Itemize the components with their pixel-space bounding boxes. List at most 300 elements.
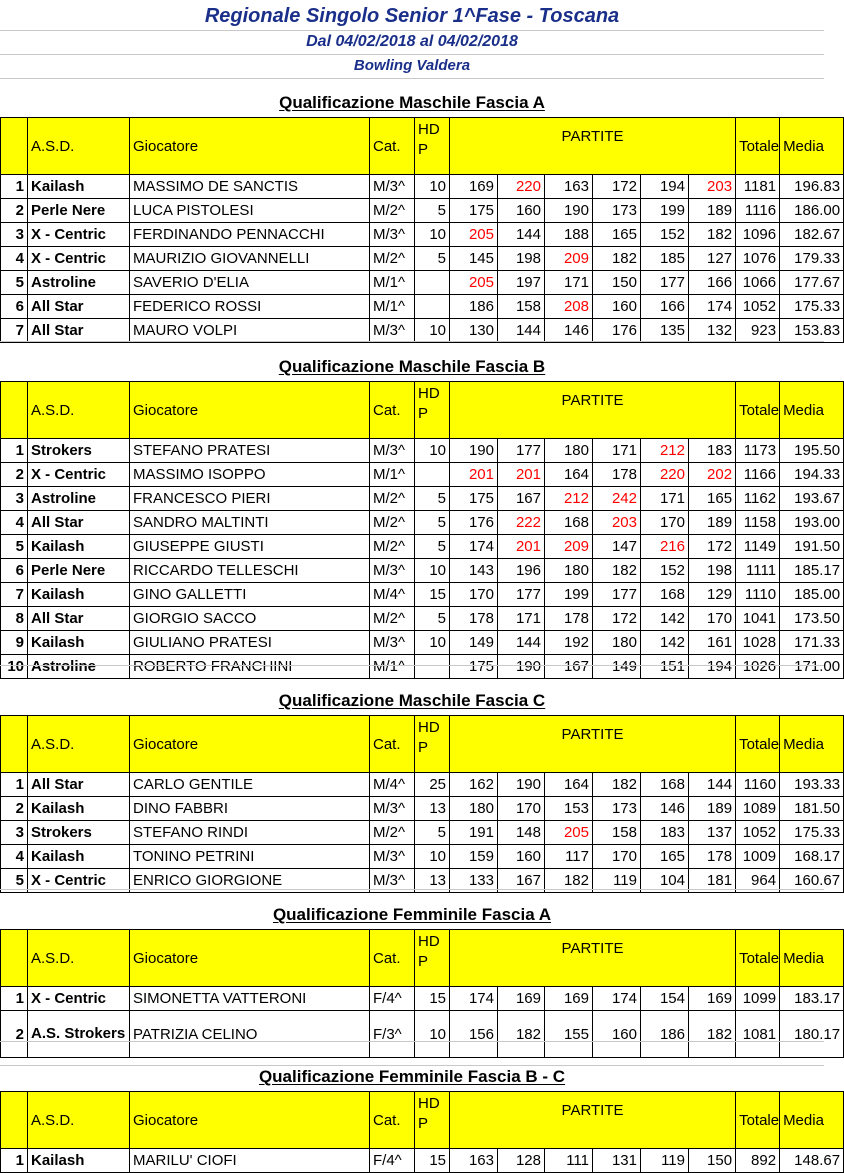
game-score-cell: 172 <box>689 535 736 559</box>
header-partite: PARTITE <box>450 382 736 439</box>
player-cell: GINO GALLETTI <box>130 583 370 607</box>
game-score-cell: 152 <box>641 223 689 247</box>
game-score-cell: 148 <box>498 821 545 845</box>
category-cell: F/3^ <box>370 1011 415 1058</box>
rank-cell: 2 <box>1 797 28 821</box>
total-cell: 892 <box>736 1149 780 1173</box>
hdp-cell: 10 <box>415 559 450 583</box>
hdp-cell: 10 <box>415 845 450 869</box>
game-score-cell: 144 <box>498 631 545 655</box>
game-score-cell: 177 <box>498 583 545 607</box>
club-cell: X - Centric <box>28 987 130 1011</box>
player-cell: SIMONETTA VATTERONI <box>130 987 370 1011</box>
table-row <box>1 535 844 559</box>
table-row <box>1 295 844 319</box>
game-score-cell: 192 <box>545 631 593 655</box>
game-score-cell: 167 <box>498 869 545 893</box>
game-score-cell: 182 <box>689 1011 736 1058</box>
results-table <box>0 929 844 1058</box>
grid-line <box>0 665 824 666</box>
game-score-cell: 189 <box>689 511 736 535</box>
average-cell: 180.17 <box>780 1011 844 1058</box>
club-cell: All Star <box>28 773 130 797</box>
game-score-cell: 172 <box>593 175 641 199</box>
total-cell: 1096 <box>736 223 780 247</box>
total-cell: 964 <box>736 869 780 893</box>
club-cell: Astroline <box>28 487 130 511</box>
header-media: Media <box>780 1092 844 1149</box>
club-cell: A.S. Strokers <box>28 1011 130 1058</box>
header-club: A.S.D. <box>28 382 130 439</box>
hdp-cell <box>415 655 450 679</box>
header-club: A.S.D. <box>28 930 130 987</box>
game-score-cell: 201 <box>450 463 498 487</box>
average-cell: 173.50 <box>780 607 844 631</box>
category-cell: M/2^ <box>370 487 415 511</box>
total-cell: 1026 <box>736 655 780 679</box>
average-cell: 193.00 <box>780 511 844 535</box>
header-media: Media <box>780 118 844 175</box>
game-score-cell: 145 <box>450 247 498 271</box>
rank-cell: 2 <box>1 1011 28 1058</box>
header-club: A.S.D. <box>28 716 130 773</box>
hdp-cell: 5 <box>415 607 450 631</box>
game-score-cell: 170 <box>689 607 736 631</box>
hdp-cell: 15 <box>415 987 450 1011</box>
game-score-cell: 168 <box>641 583 689 607</box>
total-cell: 1009 <box>736 845 780 869</box>
game-score-cell: 151 <box>641 655 689 679</box>
game-score-cell: 201 <box>498 463 545 487</box>
average-cell: 175.33 <box>780 295 844 319</box>
hdp-cell: 13 <box>415 797 450 821</box>
game-score-cell: 168 <box>545 511 593 535</box>
game-score-cell: 180 <box>450 797 498 821</box>
game-score-cell: 175 <box>450 655 498 679</box>
game-score-cell: 180 <box>593 631 641 655</box>
game-score-cell: 119 <box>593 869 641 893</box>
total-cell: 1166 <box>736 463 780 487</box>
game-score-cell: 197 <box>498 271 545 295</box>
game-score-cell: 169 <box>545 987 593 1011</box>
hdp-cell: 10 <box>415 223 450 247</box>
category-cell: M/1^ <box>370 295 415 319</box>
club-cell: Astroline <box>28 655 130 679</box>
game-score-cell: 212 <box>641 439 689 463</box>
average-cell: 175.33 <box>780 821 844 845</box>
game-score-cell: 144 <box>689 773 736 797</box>
player-cell: SAVERIO D'ELIA <box>130 271 370 295</box>
header-rank-cell <box>1 382 28 439</box>
player-cell: GIULIANO PRATESI <box>130 631 370 655</box>
category-cell: M/3^ <box>370 631 415 655</box>
total-cell: 1110 <box>736 583 780 607</box>
category-cell: M/3^ <box>370 869 415 893</box>
game-score-cell: 208 <box>545 295 593 319</box>
game-score-cell: 180 <box>545 439 593 463</box>
average-cell: 171.00 <box>780 655 844 679</box>
category-cell: M/2^ <box>370 821 415 845</box>
game-score-cell: 159 <box>450 845 498 869</box>
game-score-cell: 146 <box>545 319 593 343</box>
game-score-cell: 198 <box>689 559 736 583</box>
header-partite: PARTITE <box>450 118 736 175</box>
game-score-cell: 180 <box>545 559 593 583</box>
game-score-cell: 190 <box>450 439 498 463</box>
game-score-cell: 174 <box>689 295 736 319</box>
game-score-cell: 178 <box>593 463 641 487</box>
club-cell: X - Centric <box>28 223 130 247</box>
rank-cell: 4 <box>1 247 28 271</box>
game-score-cell: 154 <box>641 987 689 1011</box>
game-score-cell: 144 <box>498 319 545 343</box>
game-score-cell: 169 <box>498 987 545 1011</box>
game-score-cell: 167 <box>498 487 545 511</box>
game-score-cell: 205 <box>450 223 498 247</box>
game-score-cell: 198 <box>498 247 545 271</box>
game-score-cell: 167 <box>545 655 593 679</box>
rank-cell: 2 <box>1 463 28 487</box>
club-cell: All Star <box>28 511 130 535</box>
game-score-cell: 129 <box>689 583 736 607</box>
results-table <box>0 381 844 679</box>
game-score-cell: 188 <box>545 223 593 247</box>
header-media: Media <box>780 930 844 987</box>
table-row <box>1 797 844 821</box>
player-cell: MAURO VOLPI <box>130 319 370 343</box>
game-score-cell: 189 <box>689 797 736 821</box>
average-cell: 171.33 <box>780 631 844 655</box>
category-cell: M/4^ <box>370 583 415 607</box>
game-score-cell: 181 <box>689 869 736 893</box>
game-score-cell: 199 <box>641 199 689 223</box>
rank-cell: 9 <box>1 631 28 655</box>
category-cell: F/4^ <box>370 1149 415 1173</box>
game-score-cell: 182 <box>593 773 641 797</box>
section-title: Qualificazione Maschile Fascia A <box>279 93 545 112</box>
header-partite: PARTITE <box>450 716 736 773</box>
rank-cell: 1 <box>1 1149 28 1173</box>
club-cell: Kailash <box>28 175 130 199</box>
rank-cell: 3 <box>1 487 28 511</box>
hdp-cell <box>415 463 450 487</box>
rank-cell: 1 <box>1 987 28 1011</box>
header-totale: Totale <box>736 930 780 987</box>
game-score-cell: 191 <box>450 821 498 845</box>
game-score-cell: 178 <box>450 607 498 631</box>
game-score-cell: 170 <box>641 511 689 535</box>
game-score-cell: 177 <box>593 583 641 607</box>
header-rank-cell <box>1 930 28 987</box>
game-score-cell: 144 <box>498 223 545 247</box>
game-score-cell: 155 <box>545 1011 593 1058</box>
club-cell: All Star <box>28 319 130 343</box>
game-score-cell: 205 <box>450 271 498 295</box>
average-cell: 193.67 <box>780 487 844 511</box>
table-row <box>1 175 844 199</box>
date-range: Dal 04/02/2018 al 04/02/2018 <box>306 33 518 50</box>
game-score-cell: 173 <box>593 797 641 821</box>
hdp-cell <box>415 271 450 295</box>
header-hdp: HD P <box>415 930 450 987</box>
table-row <box>1 559 844 583</box>
game-score-cell: 166 <box>689 271 736 295</box>
header-rank-cell <box>1 716 28 773</box>
rank-cell: 10 <box>1 655 28 679</box>
player-cell: SANDRO MALTINTI <box>130 511 370 535</box>
section-title: Qualificazione Maschile Fascia B <box>278 357 546 376</box>
game-score-cell: 190 <box>545 199 593 223</box>
game-score-cell: 205 <box>545 821 593 845</box>
game-score-cell: 174 <box>450 987 498 1011</box>
game-score-cell: 196 <box>498 559 545 583</box>
table-row <box>1 199 844 223</box>
header-player: Giocatore <box>130 118 370 175</box>
game-score-cell: 117 <box>545 845 593 869</box>
player-cell: TONINO PETRINI <box>130 845 370 869</box>
category-cell: M/2^ <box>370 535 415 559</box>
game-score-cell: 170 <box>593 845 641 869</box>
game-score-cell: 170 <box>450 583 498 607</box>
game-score-cell: 135 <box>641 319 689 343</box>
header-totale: Totale <box>736 1092 780 1149</box>
player-cell: MASSIMO DE SANCTIS <box>130 175 370 199</box>
game-score-cell: 156 <box>450 1011 498 1058</box>
club-cell: Astroline <box>28 271 130 295</box>
player-cell: ROBERTO FRANCHINI <box>130 655 370 679</box>
club-cell: Strokers <box>28 439 130 463</box>
game-score-cell: 186 <box>450 295 498 319</box>
category-cell: M/1^ <box>370 463 415 487</box>
game-score-cell: 171 <box>545 271 593 295</box>
header-totale: Totale <box>736 382 780 439</box>
average-cell: 160.67 <box>780 869 844 893</box>
header-rank-cell <box>1 1092 28 1149</box>
average-cell: 191.50 <box>780 535 844 559</box>
game-score-cell: 183 <box>689 439 736 463</box>
game-score-cell: 160 <box>593 1011 641 1058</box>
category-cell: M/4^ <box>370 773 415 797</box>
total-cell: 1081 <box>736 1011 780 1058</box>
category-cell: M/2^ <box>370 607 415 631</box>
game-score-cell: 170 <box>498 797 545 821</box>
average-cell: 193.33 <box>780 773 844 797</box>
club-cell: All Star <box>28 607 130 631</box>
game-score-cell: 194 <box>641 175 689 199</box>
game-score-cell: 174 <box>450 535 498 559</box>
player-cell: FEDERICO ROSSI <box>130 295 370 319</box>
player-cell: FERDINANDO PENNACCHI <box>130 223 370 247</box>
game-score-cell: 131 <box>593 1149 641 1173</box>
game-score-cell: 104 <box>641 869 689 893</box>
game-score-cell: 119 <box>641 1149 689 1173</box>
table-row <box>1 1011 844 1058</box>
club-cell: X - Centric <box>28 463 130 487</box>
average-cell: 183.17 <box>780 987 844 1011</box>
game-score-cell: 149 <box>450 631 498 655</box>
total-cell: 1052 <box>736 295 780 319</box>
game-score-cell: 220 <box>498 175 545 199</box>
table-row <box>1 583 844 607</box>
game-score-cell: 164 <box>545 463 593 487</box>
total-cell: 1116 <box>736 199 780 223</box>
rank-cell: 3 <box>1 821 28 845</box>
game-score-cell: 127 <box>689 247 736 271</box>
game-score-cell: 150 <box>593 271 641 295</box>
grid-line <box>0 341 824 342</box>
table-header-row <box>1 1092 844 1149</box>
total-cell: 1028 <box>736 631 780 655</box>
table-row <box>1 655 844 679</box>
player-cell: FRANCESCO PIERI <box>130 487 370 511</box>
total-cell: 923 <box>736 319 780 343</box>
club-cell: Kailash <box>28 535 130 559</box>
header-player: Giocatore <box>130 382 370 439</box>
average-cell: 195.50 <box>780 439 844 463</box>
game-score-cell: 143 <box>450 559 498 583</box>
game-score-cell: 199 <box>545 583 593 607</box>
club-cell: Kailash <box>28 797 130 821</box>
game-score-cell: 161 <box>689 631 736 655</box>
category-cell: M/1^ <box>370 655 415 679</box>
rank-cell: 7 <box>1 583 28 607</box>
total-cell: 1111 <box>736 559 780 583</box>
average-cell: 179.33 <box>780 247 844 271</box>
category-cell: F/4^ <box>370 987 415 1011</box>
page-title: Regionale Singolo Senior 1^Fase - Toscana <box>204 5 620 27</box>
club-cell: Perle Nere <box>28 199 130 223</box>
game-score-cell: 128 <box>498 1149 545 1173</box>
game-score-cell: 242 <box>593 487 641 511</box>
rank-cell: 5 <box>1 869 28 893</box>
game-score-cell: 166 <box>641 295 689 319</box>
player-cell: STEFANO RINDI <box>130 821 370 845</box>
rank-cell: 2 <box>1 199 28 223</box>
game-score-cell: 177 <box>641 271 689 295</box>
game-score-cell: 171 <box>593 439 641 463</box>
game-score-cell: 203 <box>689 175 736 199</box>
table-row <box>1 223 844 247</box>
hdp-cell: 5 <box>415 487 450 511</box>
game-score-cell: 152 <box>641 559 689 583</box>
header-cat: Cat. <box>370 930 415 987</box>
game-score-cell: 160 <box>498 845 545 869</box>
player-cell: CARLO GENTILE <box>130 773 370 797</box>
game-score-cell: 183 <box>641 821 689 845</box>
table-row <box>1 463 844 487</box>
game-score-cell: 212 <box>545 487 593 511</box>
game-score-cell: 160 <box>593 295 641 319</box>
header-hdp: HD P <box>415 382 450 439</box>
category-cell: M/3^ <box>370 223 415 247</box>
header-player: Giocatore <box>130 930 370 987</box>
header-club: A.S.D. <box>28 118 130 175</box>
hdp-cell: 15 <box>415 1149 450 1173</box>
total-cell: 1181 <box>736 175 780 199</box>
hdp-cell: 5 <box>415 511 450 535</box>
game-score-cell: 158 <box>593 821 641 845</box>
total-cell: 1099 <box>736 987 780 1011</box>
game-score-cell: 132 <box>689 319 736 343</box>
game-score-cell: 137 <box>689 821 736 845</box>
game-score-cell: 169 <box>689 987 736 1011</box>
header-rank-cell <box>1 118 28 175</box>
table-row <box>1 845 844 869</box>
total-cell: 1158 <box>736 511 780 535</box>
header-cat: Cat. <box>370 118 415 175</box>
total-cell: 1041 <box>736 607 780 631</box>
total-cell: 1052 <box>736 821 780 845</box>
game-score-cell: 160 <box>498 199 545 223</box>
results-table <box>0 117 844 343</box>
grid-line <box>0 1041 824 1042</box>
table-row <box>1 439 844 463</box>
game-score-cell: 174 <box>593 987 641 1011</box>
total-cell: 1149 <box>736 535 780 559</box>
game-score-cell: 165 <box>641 845 689 869</box>
player-cell: ENRICO GIORGIONE <box>130 869 370 893</box>
rank-cell: 8 <box>1 607 28 631</box>
table-header-row <box>1 382 844 439</box>
game-score-cell: 176 <box>593 319 641 343</box>
game-score-cell: 162 <box>450 773 498 797</box>
game-score-cell: 130 <box>450 319 498 343</box>
club-cell: Strokers <box>28 821 130 845</box>
game-score-cell: 182 <box>689 223 736 247</box>
header-hdp: HD P <box>415 716 450 773</box>
game-score-cell: 163 <box>450 1149 498 1173</box>
game-score-cell: 178 <box>545 607 593 631</box>
club-cell: Perle Nere <box>28 559 130 583</box>
game-score-cell: 182 <box>593 559 641 583</box>
table-header-row <box>1 716 844 773</box>
game-score-cell: 168 <box>641 773 689 797</box>
game-score-cell: 186 <box>641 1011 689 1058</box>
table-row <box>1 1149 844 1173</box>
header-hdp: HD P <box>415 1092 450 1149</box>
game-score-cell: 222 <box>498 511 545 535</box>
table-row <box>1 821 844 845</box>
player-cell: MARILU' CIOFI <box>130 1149 370 1173</box>
table-header-row <box>1 118 844 175</box>
total-cell: 1160 <box>736 773 780 797</box>
game-score-cell: 176 <box>450 511 498 535</box>
game-score-cell: 209 <box>545 247 593 271</box>
game-score-cell: 189 <box>689 199 736 223</box>
total-cell: 1066 <box>736 271 780 295</box>
rank-cell: 4 <box>1 511 28 535</box>
hdp-cell: 10 <box>415 631 450 655</box>
table-row <box>1 319 844 343</box>
category-cell: M/2^ <box>370 511 415 535</box>
club-cell: All Star <box>28 295 130 319</box>
grid-line <box>0 1065 824 1066</box>
header-totale: Totale <box>736 118 780 175</box>
venue: Bowling Valdera <box>353 57 471 74</box>
average-cell: 153.83 <box>780 319 844 343</box>
hdp-cell: 5 <box>415 535 450 559</box>
hdp-cell: 25 <box>415 773 450 797</box>
game-score-cell: 133 <box>450 869 498 893</box>
player-cell: PATRIZIA CELINO <box>130 1011 370 1058</box>
header-totale: Totale <box>736 716 780 773</box>
game-score-cell: 185 <box>641 247 689 271</box>
game-score-cell: 194 <box>689 655 736 679</box>
player-cell: GIUSEPPE GIUSTI <box>130 535 370 559</box>
game-score-cell: 171 <box>641 487 689 511</box>
rank-cell: 1 <box>1 773 28 797</box>
game-score-cell: 209 <box>545 535 593 559</box>
